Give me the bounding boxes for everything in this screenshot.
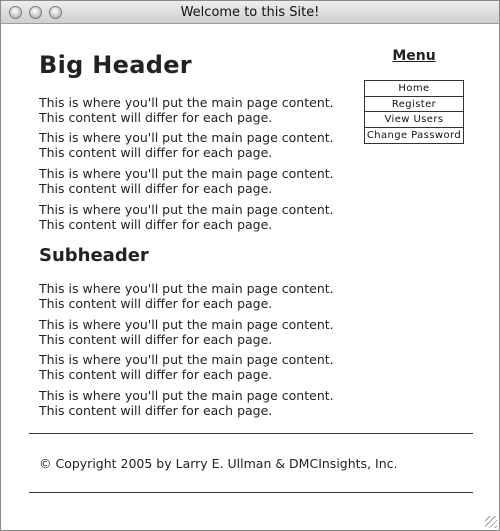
paragraph-line: This is where you'll put the main page content. xyxy=(39,352,334,367)
window-title: Welcome to this Site! xyxy=(180,5,320,20)
menu-title: Menu xyxy=(392,48,436,64)
content-paragraph xyxy=(39,166,359,196)
paragraph-line: This content will differ for each page. xyxy=(39,367,273,382)
page-content xyxy=(1,25,499,530)
content-paragraph xyxy=(39,388,359,418)
content-paragraph xyxy=(39,130,359,160)
content-paragraph xyxy=(39,281,359,311)
paragraph-line: This content will differ for each page. xyxy=(39,110,273,125)
big-header: Big Header xyxy=(39,51,192,79)
content-paragraph xyxy=(39,317,359,347)
content-paragraph xyxy=(39,95,359,125)
menu-item-register[interactable]: Register xyxy=(365,97,463,113)
paragraph-line: This content will differ for each page. xyxy=(39,145,273,160)
paragraph-line: This content will differ for each page. xyxy=(39,403,273,418)
paragraph-line: This content will differ for each page. xyxy=(39,332,273,347)
menu-item-view-users[interactable]: View Users xyxy=(365,112,463,128)
footer-copyright: © Copyright 2005 by Larry E. Ullman & DMCInsights, Inc. xyxy=(39,456,398,471)
menu-item-change-password[interactable]: Change Password xyxy=(366,129,462,141)
paragraph-line: This is where you'll put the main page content. xyxy=(39,95,334,110)
footer-bottom-divider xyxy=(29,492,473,493)
paragraph-line: This is where you'll put the main page content. xyxy=(39,388,334,403)
menu-list xyxy=(364,80,464,144)
menu-item-home[interactable]: Home xyxy=(365,81,463,97)
paragraph-line: This is where you'll put the main page content. xyxy=(39,281,334,296)
paragraph-line: This is where you'll put the main page content. xyxy=(39,317,334,332)
paragraph-line: This content will differ for each page. xyxy=(39,181,273,196)
paragraph-line: This is where you'll put the main page content. xyxy=(39,130,334,145)
paragraph-line: This content will differ for each page. xyxy=(39,296,273,311)
footer-top-divider xyxy=(29,433,473,434)
paragraph-line: This is where you'll put the main page content. xyxy=(39,202,334,217)
paragraph-line: This content will differ for each page. xyxy=(39,217,273,232)
title-bar[interactable] xyxy=(1,1,499,24)
content-paragraph xyxy=(39,202,359,232)
content-paragraph xyxy=(39,352,359,382)
paragraph-line: This is where you'll put the main page content. xyxy=(39,166,334,181)
resize-grip-icon[interactable] xyxy=(485,516,497,528)
subheader: Subheader xyxy=(39,245,149,266)
